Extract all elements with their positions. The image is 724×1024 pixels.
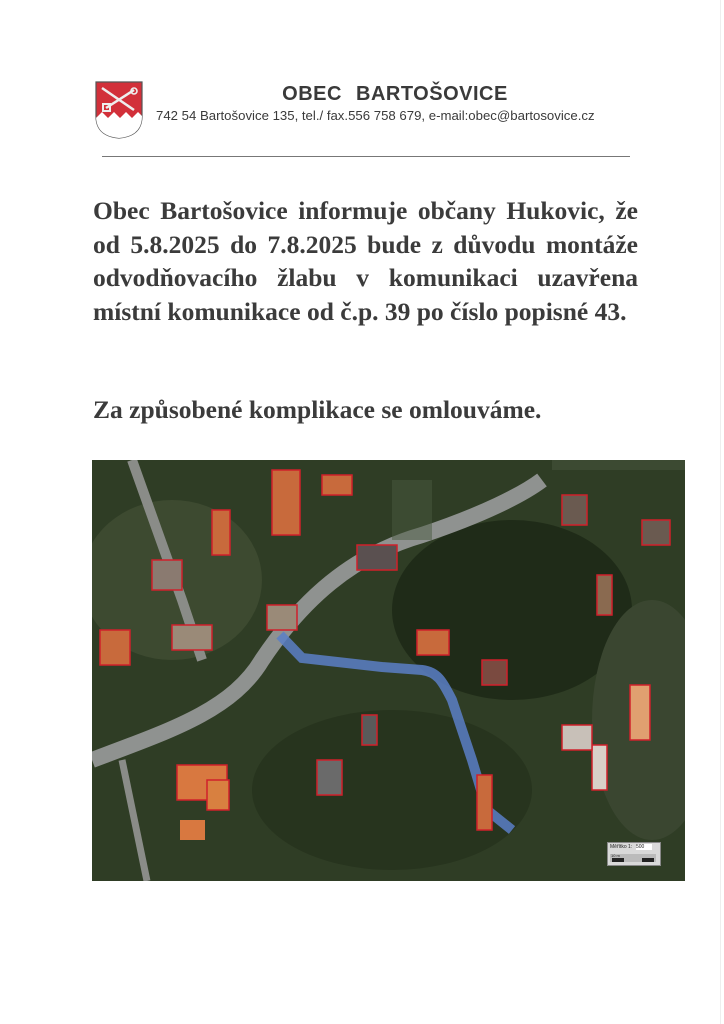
page-edge [720,0,721,1024]
map-scale-box [607,842,661,866]
scale-value: 500 [636,844,652,850]
aerial-map [92,460,685,881]
notice-apology: Za způsobené komplikace se omlouváme. [93,395,542,424]
header-divider [102,156,630,157]
coat-of-arms-icon [94,80,144,140]
scale-bar-label: 10 m [611,853,620,858]
notice-body: Obec Bartošovice informuje občany Hukovic, že od 5.8.2025 do 7.8.2025 bude z důvodu montáže odvodňovacího žlabu v komunikaci uzavřena místní komunikace od č.p. 39 po číslo popisné 43. [93,196,638,326]
municipality-title: OBEC BARTOŠOVICE [282,83,508,105]
scale-label: Měřítko 1: [610,844,633,850]
contact-line: 742 54 Bartošovice 135, tel./ fax.556 758 679, e-mail:obec@bartosovice.cz [156,108,595,123]
